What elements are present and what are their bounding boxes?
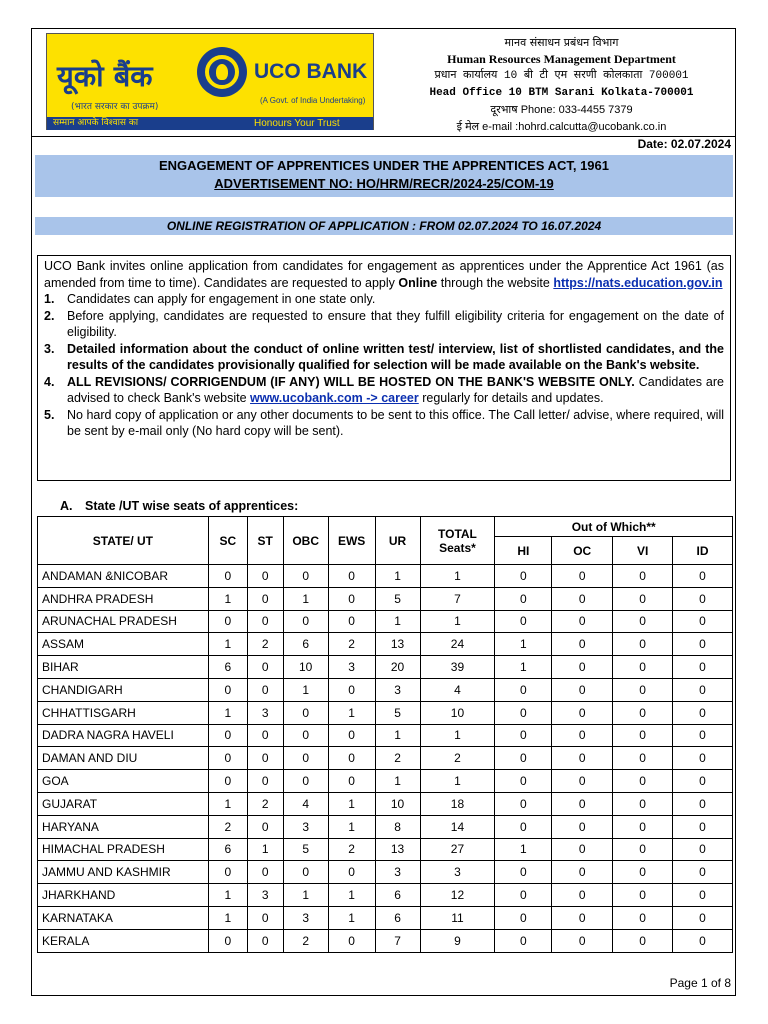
table-row bbox=[38, 610, 733, 633]
seat-count-cell: 0 bbox=[283, 747, 328, 770]
seats-table bbox=[37, 516, 733, 953]
seat-count-cell: 0 bbox=[328, 565, 375, 588]
seat-count-cell: 2 bbox=[328, 838, 375, 861]
state-name-cell: JAMMU AND KASHMIR bbox=[38, 861, 209, 884]
seat-count-cell: 5 bbox=[375, 587, 420, 610]
seat-count-cell: 0 bbox=[552, 770, 613, 793]
seat-count-cell: 0 bbox=[613, 587, 673, 610]
seat-count-cell: 0 bbox=[613, 656, 673, 679]
seat-count-cell: 0 bbox=[495, 815, 552, 838]
table-row bbox=[38, 838, 733, 861]
seat-count-cell: 0 bbox=[673, 565, 733, 588]
seat-count-cell: 0 bbox=[673, 792, 733, 815]
document-page bbox=[31, 28, 736, 996]
state-name-cell: CHHATTISGARH bbox=[38, 701, 209, 724]
seat-count-cell: 0 bbox=[328, 724, 375, 747]
seat-count-cell: 0 bbox=[673, 610, 733, 633]
seat-count-cell: 0 bbox=[247, 610, 283, 633]
state-name-cell: JHARKHAND bbox=[38, 884, 209, 907]
title-line-1: ENGAGEMENT OF APPRENTICES UNDER THE APPRENTICES ACT, 1961 bbox=[158, 158, 609, 173]
seat-count-cell: 6 bbox=[375, 884, 420, 907]
seat-count-cell: 0 bbox=[552, 565, 613, 588]
seat-count-cell: 0 bbox=[208, 861, 247, 884]
header-ur: UR bbox=[375, 517, 420, 565]
seat-count-cell: 0 bbox=[247, 906, 283, 929]
state-name-cell: BIHAR bbox=[38, 656, 209, 679]
dept-hindi: मानव संसाधन प्रबंधन विभाग bbox=[504, 36, 619, 49]
seat-count-cell: 3 bbox=[247, 701, 283, 724]
logo-english-name: UCO BANK bbox=[254, 60, 368, 83]
state-name-cell: DADRA NAGRA HAVELI bbox=[38, 724, 209, 747]
dept-english: Human Resources Management Department bbox=[447, 52, 676, 66]
table-row bbox=[38, 861, 733, 884]
header-sc: SC bbox=[208, 517, 247, 565]
seat-count-cell: 0 bbox=[208, 747, 247, 770]
state-name-cell: KERALA bbox=[38, 929, 209, 952]
list-item: 5. No hard copy of application or any other documents to be sent to this office. The Call letter/ advise, where required, will be sent by e-mail only (No hard copy will be sent). bbox=[44, 407, 724, 438]
state-name-cell: CHANDIGARH bbox=[38, 678, 209, 701]
seat-count-cell: 0 bbox=[613, 861, 673, 884]
intro-paragraph: UCO Bank invites online application from candidates for engagement as apprentices under the Apprentice Act 1961 (as amended from time to time). Candidates are requested to apply Online through the website https://nats.education.gov.in bbox=[44, 259, 724, 290]
header-hi: HI bbox=[495, 537, 552, 565]
seat-count-cell: 1 bbox=[208, 884, 247, 907]
seat-count-cell: 0 bbox=[613, 610, 673, 633]
seat-count-cell: 0 bbox=[283, 861, 328, 884]
seat-count-cell: 9 bbox=[420, 929, 495, 952]
seat-count-cell: 1 bbox=[328, 815, 375, 838]
phone-number: दूरभाष Phone: 033-4455 7379 bbox=[490, 104, 633, 116]
seat-count-cell: 5 bbox=[375, 701, 420, 724]
seat-count-cell: 3 bbox=[283, 815, 328, 838]
seat-count-cell: 2 bbox=[247, 633, 283, 656]
state-name-cell: GUJARAT bbox=[38, 792, 209, 815]
seat-count-cell: 0 bbox=[328, 587, 375, 610]
list-item: 4. ALL REVISIONS/ CORRIGENDUM (IF ANY) WILL BE HOSTED ON THE BANK'S WEBSITE ONLY. Candidates are advised to check Bank's website www.ucobank.com -> career regularly for details and updates. bbox=[44, 374, 724, 405]
seat-count-cell: 0 bbox=[673, 770, 733, 793]
seat-count-cell: 0 bbox=[247, 724, 283, 747]
hr-department-block bbox=[394, 34, 729, 136]
seat-count-cell: 2 bbox=[328, 633, 375, 656]
table-row bbox=[38, 884, 733, 907]
seat-count-cell: 0 bbox=[552, 587, 613, 610]
header-out-of-which: Out of Which** bbox=[495, 517, 733, 537]
seat-count-cell: 1 bbox=[283, 587, 328, 610]
seat-count-cell: 1 bbox=[328, 884, 375, 907]
seat-count-cell: 3 bbox=[375, 861, 420, 884]
seat-count-cell: 0 bbox=[208, 678, 247, 701]
seat-count-cell: 0 bbox=[247, 747, 283, 770]
office-english: Head Office 10 BTM Sarani Kolkata-700001 bbox=[429, 87, 694, 99]
seat-count-cell: 14 bbox=[420, 815, 495, 838]
seat-count-cell: 2 bbox=[208, 815, 247, 838]
seat-count-cell: 0 bbox=[613, 884, 673, 907]
seat-count-cell: 0 bbox=[495, 678, 552, 701]
seat-count-cell: 0 bbox=[613, 906, 673, 929]
seat-count-cell: 0 bbox=[208, 565, 247, 588]
seat-count-cell: 0 bbox=[495, 610, 552, 633]
seat-count-cell: 10 bbox=[375, 792, 420, 815]
advertisement-number: ADVERTISEMENT NO: HO/HRM/RECR/2024-25/COM-19 bbox=[214, 176, 554, 191]
header-vi: VI bbox=[613, 537, 673, 565]
header-ews: EWS bbox=[328, 517, 375, 565]
seat-count-cell: 4 bbox=[420, 678, 495, 701]
seat-count-cell: 2 bbox=[420, 747, 495, 770]
seat-count-cell: 1 bbox=[420, 770, 495, 793]
seat-count-cell: 6 bbox=[375, 906, 420, 929]
seat-count-cell: 0 bbox=[673, 678, 733, 701]
seat-count-cell: 3 bbox=[420, 861, 495, 884]
seat-count-cell: 0 bbox=[328, 610, 375, 633]
seat-count-cell: 1 bbox=[375, 565, 420, 588]
ucobank-career-link[interactable]: www.ucobank.com -> career bbox=[250, 391, 419, 405]
seat-count-cell: 1 bbox=[208, 701, 247, 724]
seat-count-cell: 0 bbox=[247, 929, 283, 952]
seat-count-cell: 0 bbox=[495, 906, 552, 929]
state-name-cell: ANDHRA PRADESH bbox=[38, 587, 209, 610]
seat-count-cell: 1 bbox=[208, 633, 247, 656]
list-item: 3. Detailed information about the conduct of online written test/ interview, list of shortlisted candidates, and the results of the candidates provisionally qualified for selection will be made available on the Bank's website. bbox=[44, 341, 724, 372]
table-row bbox=[38, 815, 733, 838]
seat-count-cell: 1 bbox=[420, 565, 495, 588]
office-hindi: प्रधान कार्यालय 10 बी टी एम सरणी कोलकाता 700001 bbox=[434, 70, 689, 82]
seat-count-cell: 0 bbox=[283, 610, 328, 633]
seat-count-cell: 13 bbox=[375, 838, 420, 861]
seat-count-cell: 11 bbox=[420, 906, 495, 929]
table-row bbox=[38, 678, 733, 701]
header-id: ID bbox=[673, 537, 733, 565]
seat-count-cell: 10 bbox=[283, 656, 328, 679]
seat-count-cell: 39 bbox=[420, 656, 495, 679]
seat-count-cell: 1 bbox=[375, 770, 420, 793]
seat-count-cell: 10 bbox=[420, 701, 495, 724]
state-name-cell: KARNATAKA bbox=[38, 906, 209, 929]
seat-count-cell: 0 bbox=[613, 838, 673, 861]
seat-count-cell: 1 bbox=[328, 701, 375, 724]
seat-count-cell: 0 bbox=[552, 815, 613, 838]
table-row bbox=[38, 929, 733, 952]
seat-count-cell: 0 bbox=[328, 861, 375, 884]
seat-count-cell: 4 bbox=[283, 792, 328, 815]
state-name-cell: ARUNACHAL PRADESH bbox=[38, 610, 209, 633]
seat-count-cell: 13 bbox=[375, 633, 420, 656]
seat-count-cell: 0 bbox=[208, 770, 247, 793]
list-item: 2. Before applying, candidates are requested to ensure that they fulfill eligibility criteria for engagement on the date of eligibility. bbox=[44, 308, 724, 339]
instructions-list bbox=[44, 291, 724, 440]
seat-count-cell: 0 bbox=[613, 815, 673, 838]
table-row bbox=[38, 792, 733, 815]
header-oc: OC bbox=[552, 537, 613, 565]
seat-count-cell: 3 bbox=[375, 678, 420, 701]
seat-count-cell: 0 bbox=[495, 747, 552, 770]
seat-count-cell: 0 bbox=[495, 884, 552, 907]
seat-count-cell: 2 bbox=[247, 792, 283, 815]
seat-count-cell: 0 bbox=[613, 701, 673, 724]
seat-count-cell: 0 bbox=[328, 678, 375, 701]
seat-count-cell: 0 bbox=[328, 929, 375, 952]
list-item: 1. Candidates can apply for engagement in one state only. bbox=[44, 292, 376, 306]
seat-count-cell: 0 bbox=[552, 610, 613, 633]
header-st: ST bbox=[247, 517, 283, 565]
seat-count-cell: 0 bbox=[673, 906, 733, 929]
seat-count-cell: 1 bbox=[247, 838, 283, 861]
seat-count-cell: 3 bbox=[283, 906, 328, 929]
header-state: STATE/ UT bbox=[38, 517, 209, 565]
seat-count-cell: 0 bbox=[247, 770, 283, 793]
tagline-english: Honours Your Trust bbox=[254, 118, 340, 129]
seat-count-cell: 0 bbox=[613, 633, 673, 656]
seat-count-cell: 0 bbox=[247, 656, 283, 679]
seat-count-cell: 3 bbox=[247, 884, 283, 907]
state-name-cell: HARYANA bbox=[38, 815, 209, 838]
document-date: Date: 02.07.2024 bbox=[637, 137, 731, 151]
seat-count-cell: 1 bbox=[375, 610, 420, 633]
bank-emblem-icon bbox=[197, 47, 247, 97]
seat-count-cell: 0 bbox=[613, 929, 673, 952]
seat-count-cell: 0 bbox=[613, 770, 673, 793]
state-name-cell: GOA bbox=[38, 770, 209, 793]
logo-tagline-strip bbox=[47, 117, 373, 130]
seat-count-cell: 0 bbox=[495, 792, 552, 815]
seat-count-cell: 0 bbox=[552, 906, 613, 929]
seat-count-cell: 0 bbox=[673, 815, 733, 838]
letterhead bbox=[32, 29, 735, 137]
seat-count-cell: 0 bbox=[673, 861, 733, 884]
seat-count-cell: 0 bbox=[208, 929, 247, 952]
seat-count-cell: 1 bbox=[283, 884, 328, 907]
seat-count-cell: 1 bbox=[328, 906, 375, 929]
registration-dates: ONLINE REGISTRATION OF APPLICATION : FROM 02.07.2024 TO 16.07.2024 bbox=[35, 217, 733, 235]
seat-count-cell: 27 bbox=[420, 838, 495, 861]
seat-count-cell: 3 bbox=[328, 656, 375, 679]
seat-count-cell: 0 bbox=[495, 587, 552, 610]
intro-box bbox=[37, 255, 731, 481]
title-band bbox=[35, 155, 733, 197]
seat-count-cell: 0 bbox=[495, 565, 552, 588]
seat-count-cell: 0 bbox=[673, 587, 733, 610]
seat-count-cell: 0 bbox=[247, 678, 283, 701]
seat-count-cell: 0 bbox=[328, 747, 375, 770]
seat-count-cell: 6 bbox=[208, 838, 247, 861]
seat-count-cell: 0 bbox=[552, 861, 613, 884]
seat-count-cell: 12 bbox=[420, 884, 495, 907]
seat-count-cell: 1 bbox=[495, 838, 552, 861]
table-row bbox=[38, 633, 733, 656]
seat-count-cell: 0 bbox=[552, 929, 613, 952]
seat-count-cell: 2 bbox=[283, 929, 328, 952]
seat-count-cell: 0 bbox=[673, 701, 733, 724]
seat-count-cell: 0 bbox=[673, 884, 733, 907]
seat-count-cell: 0 bbox=[208, 610, 247, 633]
page-number: Page 1 of 8 bbox=[669, 976, 731, 990]
seat-count-cell: 0 bbox=[247, 861, 283, 884]
seat-count-cell: 20 bbox=[375, 656, 420, 679]
state-name-cell: ASSAM bbox=[38, 633, 209, 656]
section-title: A. State /UT wise seats of apprentices: bbox=[60, 499, 299, 513]
seat-count-cell: 0 bbox=[613, 747, 673, 770]
seat-count-cell: 0 bbox=[328, 770, 375, 793]
seat-count-cell: 1 bbox=[208, 906, 247, 929]
seat-count-cell: 6 bbox=[283, 633, 328, 656]
seat-count-cell: 0 bbox=[552, 633, 613, 656]
state-name-cell: HIMACHAL PRADESH bbox=[38, 838, 209, 861]
seat-count-cell: 1 bbox=[283, 678, 328, 701]
seat-count-cell: 0 bbox=[613, 724, 673, 747]
seat-count-cell: 0 bbox=[283, 724, 328, 747]
seat-count-cell: 0 bbox=[673, 724, 733, 747]
seat-count-cell: 0 bbox=[552, 678, 613, 701]
seat-count-cell: 0 bbox=[495, 770, 552, 793]
seat-count-cell: 0 bbox=[673, 747, 733, 770]
header-total: TOTAL Seats* bbox=[420, 517, 495, 565]
header-obc: OBC bbox=[283, 517, 328, 565]
table-row bbox=[38, 747, 733, 770]
email-address[interactable]: ई मेल e-mail :hohrd.calcutta@ucobank.co.in bbox=[456, 121, 667, 133]
seat-count-cell: 0 bbox=[552, 701, 613, 724]
seat-count-cell: 1 bbox=[208, 792, 247, 815]
seat-count-cell: 0 bbox=[552, 884, 613, 907]
seat-count-cell: 1 bbox=[328, 792, 375, 815]
seat-count-cell: 0 bbox=[673, 656, 733, 679]
seat-count-cell: 0 bbox=[495, 724, 552, 747]
seat-count-cell: 0 bbox=[247, 565, 283, 588]
seat-count-cell: 1 bbox=[420, 724, 495, 747]
seat-count-cell: 7 bbox=[375, 929, 420, 952]
seat-count-cell: 0 bbox=[283, 701, 328, 724]
table-row bbox=[38, 565, 733, 588]
seat-count-cell: 1 bbox=[208, 587, 247, 610]
seat-count-cell: 1 bbox=[495, 633, 552, 656]
logo-english-subtitle: (A Govt. of India Undertaking) bbox=[260, 96, 366, 105]
seat-count-cell: 0 bbox=[495, 861, 552, 884]
seat-count-cell: 0 bbox=[613, 565, 673, 588]
logo-hindi-subtitle: (भारत सरकार का उपक्रम) bbox=[71, 102, 159, 112]
seat-count-cell: 18 bbox=[420, 792, 495, 815]
seat-count-cell: 5 bbox=[283, 838, 328, 861]
seat-count-cell: 0 bbox=[673, 633, 733, 656]
seat-count-cell: 24 bbox=[420, 633, 495, 656]
seat-count-cell: 2 bbox=[375, 747, 420, 770]
seat-count-cell: 1 bbox=[375, 724, 420, 747]
state-name-cell: DAMAN AND DIU bbox=[38, 747, 209, 770]
seat-count-cell: 0 bbox=[613, 678, 673, 701]
table-row bbox=[38, 656, 733, 679]
seat-count-cell: 0 bbox=[673, 929, 733, 952]
uco-bank-logo bbox=[46, 33, 374, 130]
seat-count-cell: 0 bbox=[673, 838, 733, 861]
state-name-cell: ANDAMAN &NICOBAR bbox=[38, 565, 209, 588]
seat-count-cell: 0 bbox=[247, 587, 283, 610]
table-row bbox=[38, 770, 733, 793]
seat-count-cell: 0 bbox=[283, 770, 328, 793]
seat-count-cell: 0 bbox=[552, 792, 613, 815]
table-row bbox=[38, 906, 733, 929]
seat-count-cell: 0 bbox=[552, 656, 613, 679]
table-row bbox=[38, 724, 733, 747]
table-row bbox=[38, 587, 733, 610]
seat-count-cell: 0 bbox=[495, 701, 552, 724]
seat-count-cell: 1 bbox=[420, 610, 495, 633]
seat-count-cell: 0 bbox=[495, 929, 552, 952]
seat-count-cell: 0 bbox=[613, 792, 673, 815]
seat-count-cell: 0 bbox=[552, 747, 613, 770]
seat-count-cell: 1 bbox=[495, 656, 552, 679]
tagline-hindi: सम्मान आपके विश्वास का bbox=[53, 118, 139, 128]
seat-count-cell: 7 bbox=[420, 587, 495, 610]
seat-count-cell: 0 bbox=[552, 724, 613, 747]
seat-count-cell: 0 bbox=[247, 815, 283, 838]
seat-count-cell: 0 bbox=[552, 838, 613, 861]
seat-count-cell: 0 bbox=[283, 565, 328, 588]
seat-count-cell: 6 bbox=[208, 656, 247, 679]
table-row bbox=[38, 701, 733, 724]
seat-count-cell: 8 bbox=[375, 815, 420, 838]
nats-link[interactable]: https://nats.education.gov.in bbox=[553, 275, 723, 290]
seat-count-cell: 0 bbox=[208, 724, 247, 747]
logo-hindi-name: यूको बैंक bbox=[57, 59, 153, 93]
